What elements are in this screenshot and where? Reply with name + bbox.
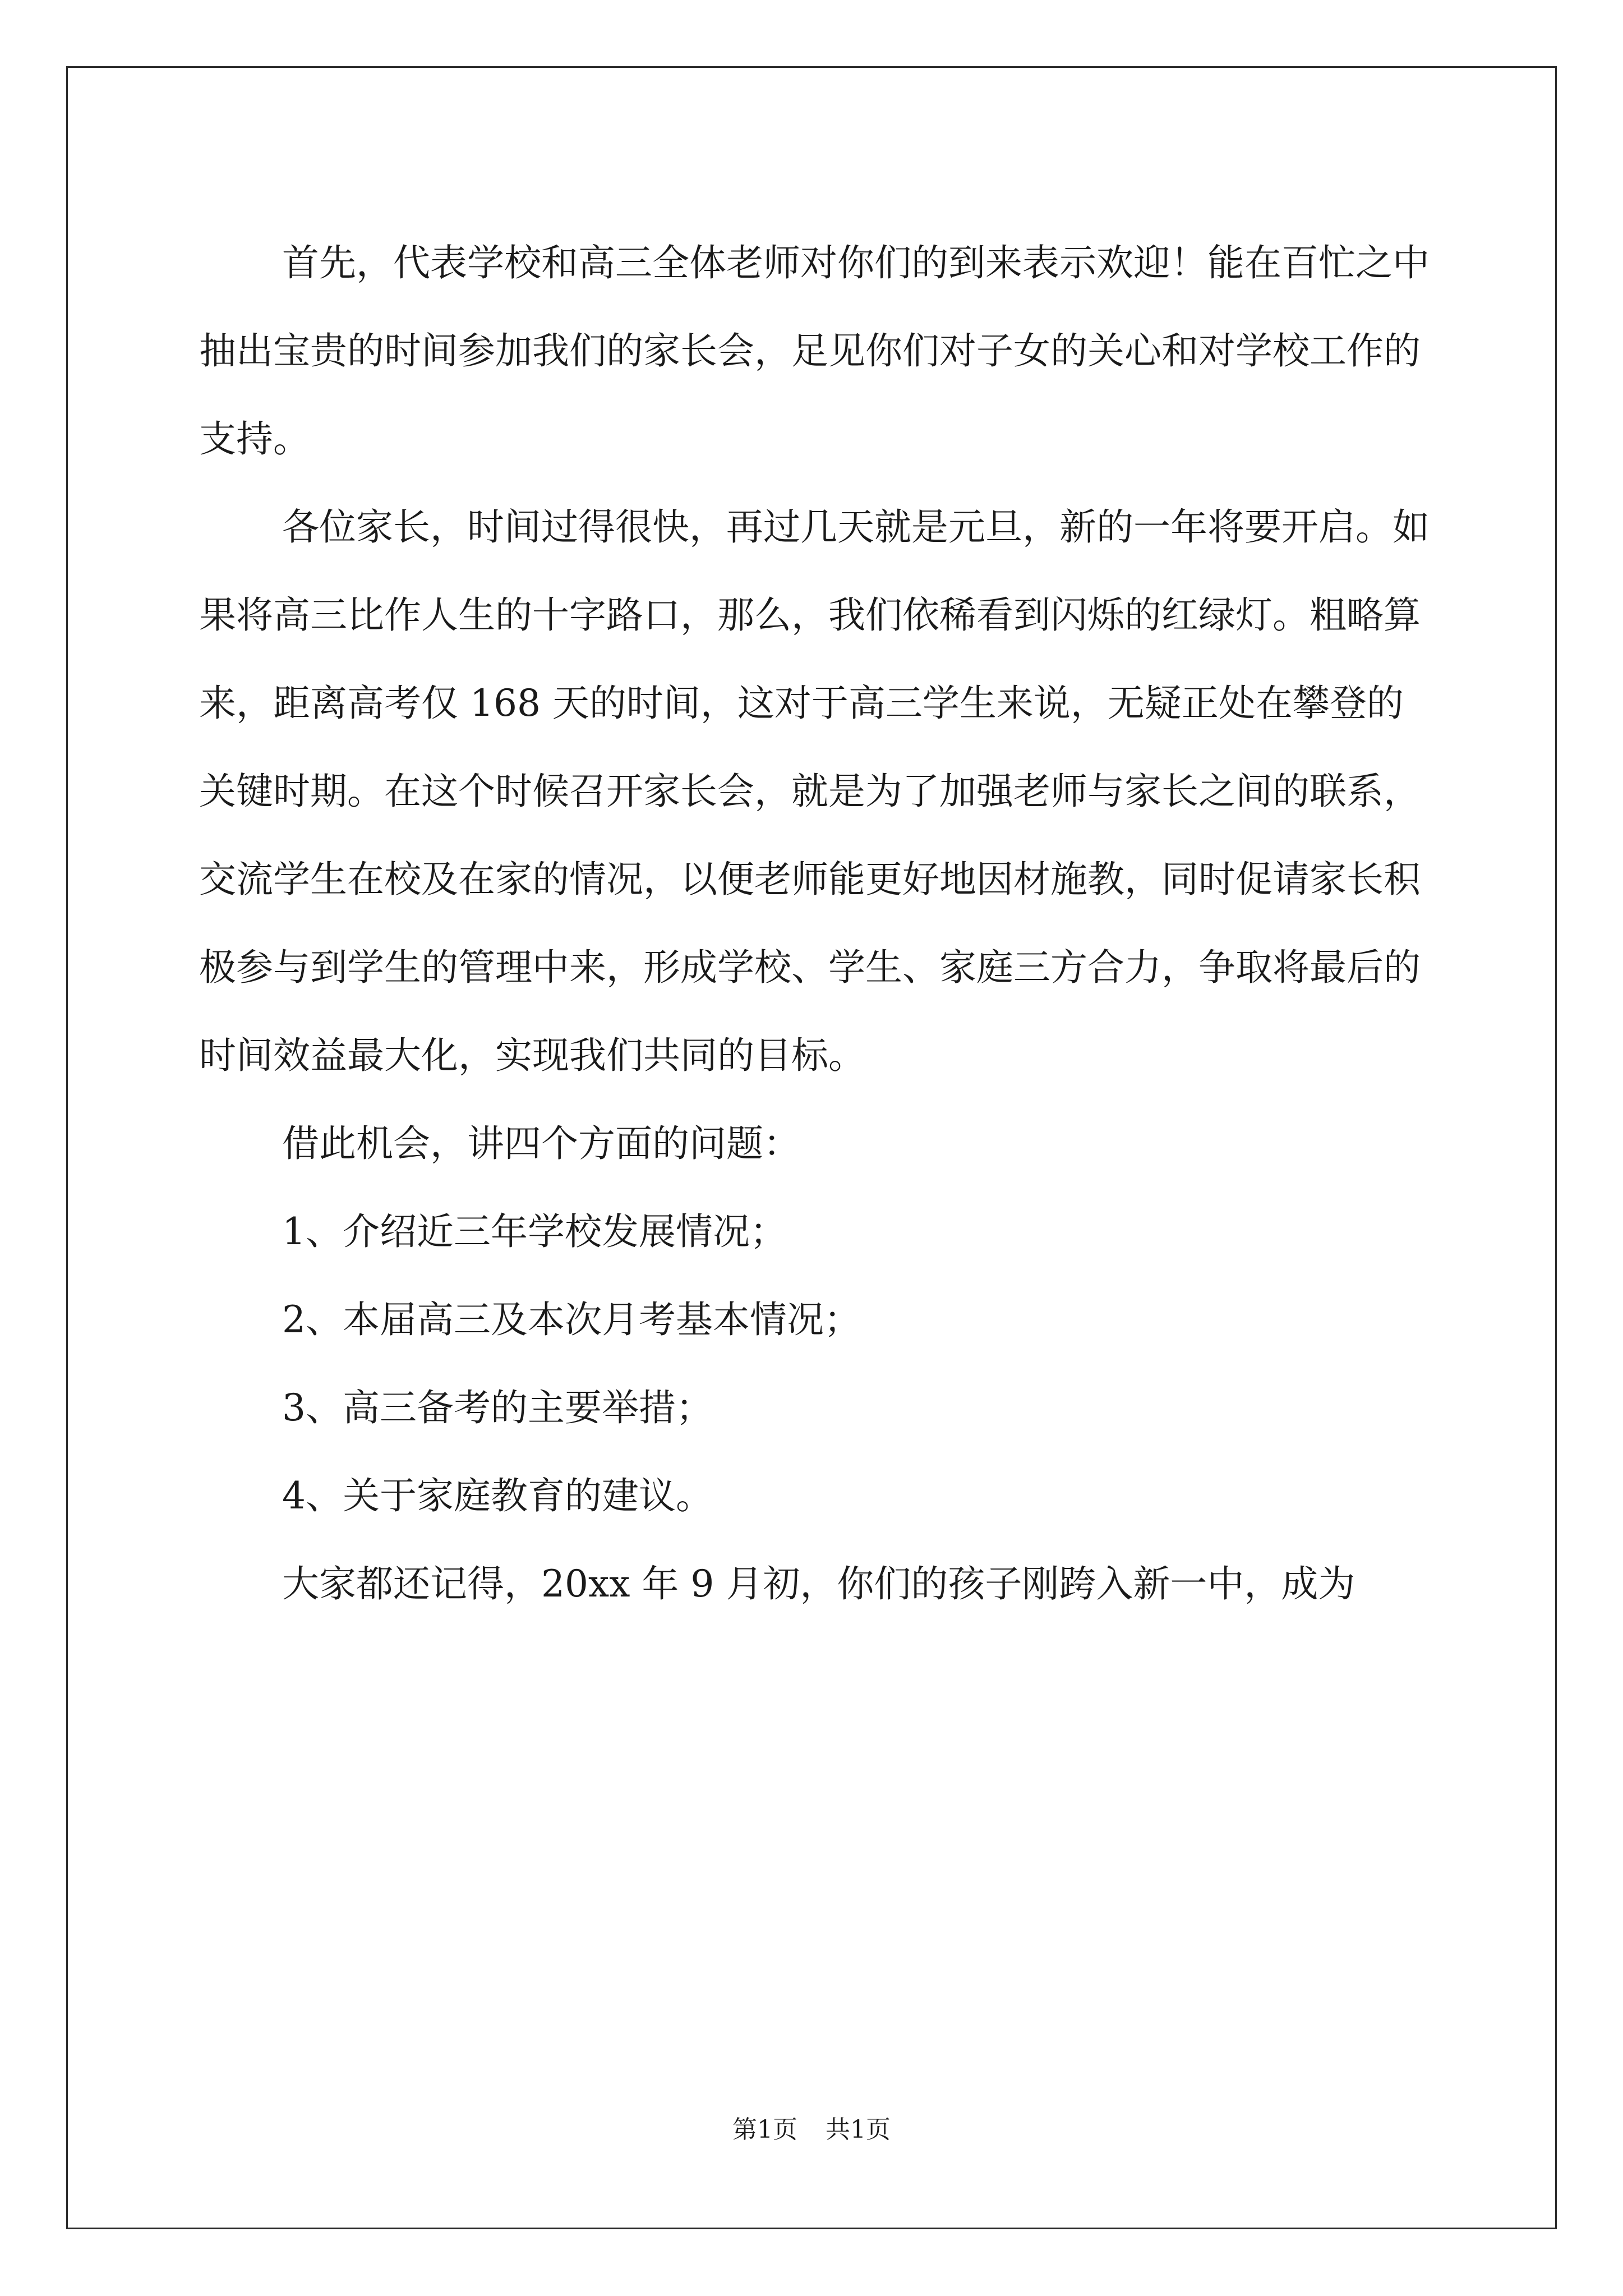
- page-total: 共1页: [826, 2115, 891, 2144]
- paragraph-agenda-intro: 借此机会，讲四个方面的问题：: [282, 1122, 800, 1165]
- agenda-item-1: 1、介绍近三年学校发展情况；: [282, 1210, 787, 1253]
- document-body: [199, 219, 1489, 1628]
- agenda-item-3: 3、高三备考的主要举措；: [282, 1386, 713, 1429]
- paragraph-purpose: 各位家长，时间过得很快，再过几天就是元旦，新的一年将要开启。如果将高三比作人生的十字路口，那么，我们依稀看到闪烁的红绿灯。粗略算来，距离高考仅 168 天的时间，这对于高三学生来说，无疑正处在攀登的关键时期。在这个时候召开家长会，就是为了加强老师与家长之间的联系，交流学生在校及在家的情况，以便老师能更好地因材施教，同时促请家长积极参与到学生的管理中来，形成学校、学生、家庭三方合力，争取将最后的时间效益最大化，实现我们共同的目标。: [199, 505, 1430, 1077]
- page-number: 第1页: [732, 2115, 797, 2144]
- page-footer: [0, 2109, 1623, 2145]
- agenda-item-2: 2、本届高三及本次月考基本情况；: [282, 1298, 861, 1341]
- agenda-item-4: 4、关于家庭教育的建议。: [282, 1474, 713, 1517]
- paragraph-recollection: 大家都还记得，20xx 年 9 月初，你们的孩子刚跨入新一中，成为: [282, 1562, 1355, 1605]
- paragraph-welcome: 首先，代表学校和高三全体老师对你们的到来表示欢迎！能在百忙之中抽出宝贵的时间参加我们的家长会，足见你们对子女的关心和对学校工作的支持。: [199, 241, 1430, 461]
